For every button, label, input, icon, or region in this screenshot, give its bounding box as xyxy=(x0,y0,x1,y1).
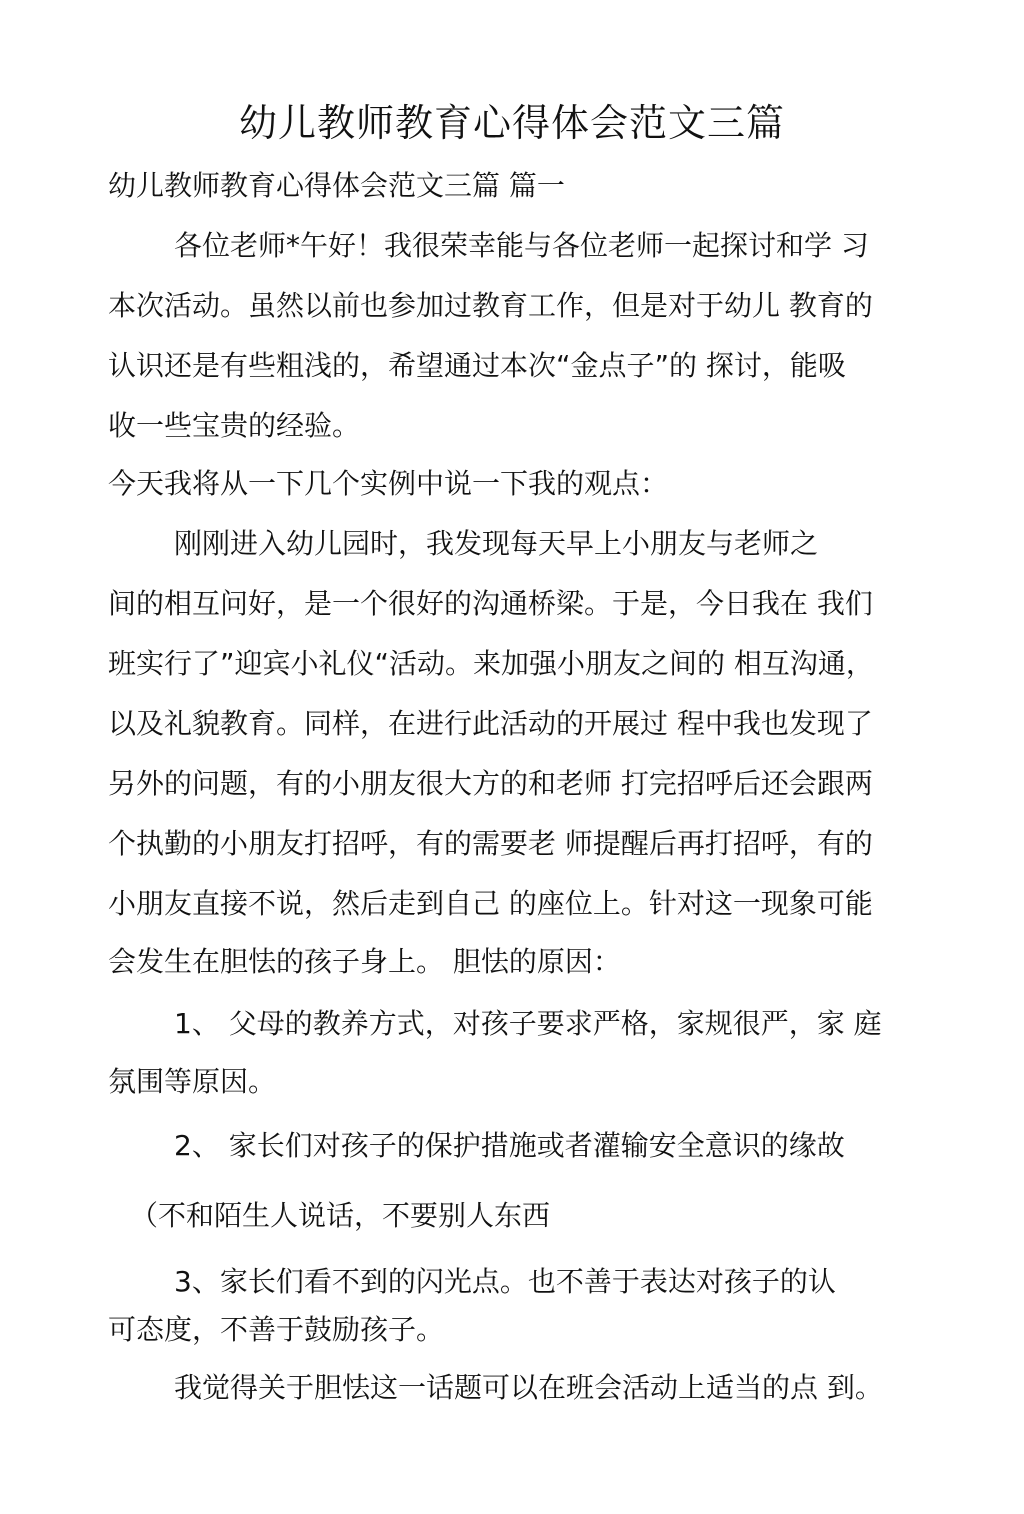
paragraph-line: 可态度，不善于鼓励孩子。 xyxy=(108,1313,445,1346)
paragraph-line: 今天我将从一下几个实例中说一下我的观点： xyxy=(108,467,669,500)
paragraph-line: 班实行了”迎宾小礼仪“活动。来加强小朋友之间的 相互沟通， xyxy=(108,647,874,680)
paragraph-line: 认识还是有些粗浅的，希望通过本次“金点子”的 探讨，能吸 xyxy=(108,349,846,382)
paragraph-line: 各位老师*午好！我很荣幸能与各位老师一起探讨和学 习 xyxy=(174,229,869,262)
document-title: 幼儿教师教育心得体会范文三篇 xyxy=(238,101,785,145)
paragraph-line: 本次活动。虽然以前也参加过教育工作，但是对于幼儿 教育的 xyxy=(108,289,873,322)
section-heading: 幼儿教师教育心得体会范文三篇 篇一 xyxy=(108,169,565,202)
paragraph-line: 氛围等原因。 xyxy=(108,1065,277,1098)
list-item-2: 2、 家长们对孩子的保护措施或者灌输安全意识的缘故 xyxy=(174,1129,845,1162)
list-item-3: 3、家长们看不到的闪光点。也不善于表达对孩子的认 xyxy=(174,1265,836,1298)
paragraph-line: 小朋友直接不说，然后走到自己 的座位上。针对这一现象可能 xyxy=(108,887,873,920)
paragraph-line: 个执勤的小朋友打招呼，有的需要老 师提醒后再打招呼，有的 xyxy=(108,827,873,860)
paragraph-line: 以及礼貌教育。同样，在进行此活动的开展过 程中我也发现了 xyxy=(108,707,873,740)
list-item-1: 1、 父母的教养方式，对孩子要求严格，家规很严，家 庭 xyxy=(174,1007,882,1040)
paragraph-line: （不和陌生人说话，不要别人东西 xyxy=(130,1199,551,1232)
paragraph-line: 会发生在胆怯的孩子身上。 胆怯的原因： xyxy=(108,945,621,978)
paragraph-line: 另外的问题，有的小朋友很大方的和老师 打完招呼后还会跟两 xyxy=(108,767,873,800)
paragraph-line: 收一些宝贵的经验。 xyxy=(108,409,361,442)
paragraph-line: 刚刚进入幼儿园时，我发现每天早上小朋友与老师之 xyxy=(174,527,819,560)
paragraph-line: 间的相互问好，是一个很好的沟通桥梁。于是，今日我在 我们 xyxy=(108,587,873,620)
paragraph-line: 我觉得关于胆怯这一话题可以在班会活动上适当的点 到。 xyxy=(174,1371,883,1404)
